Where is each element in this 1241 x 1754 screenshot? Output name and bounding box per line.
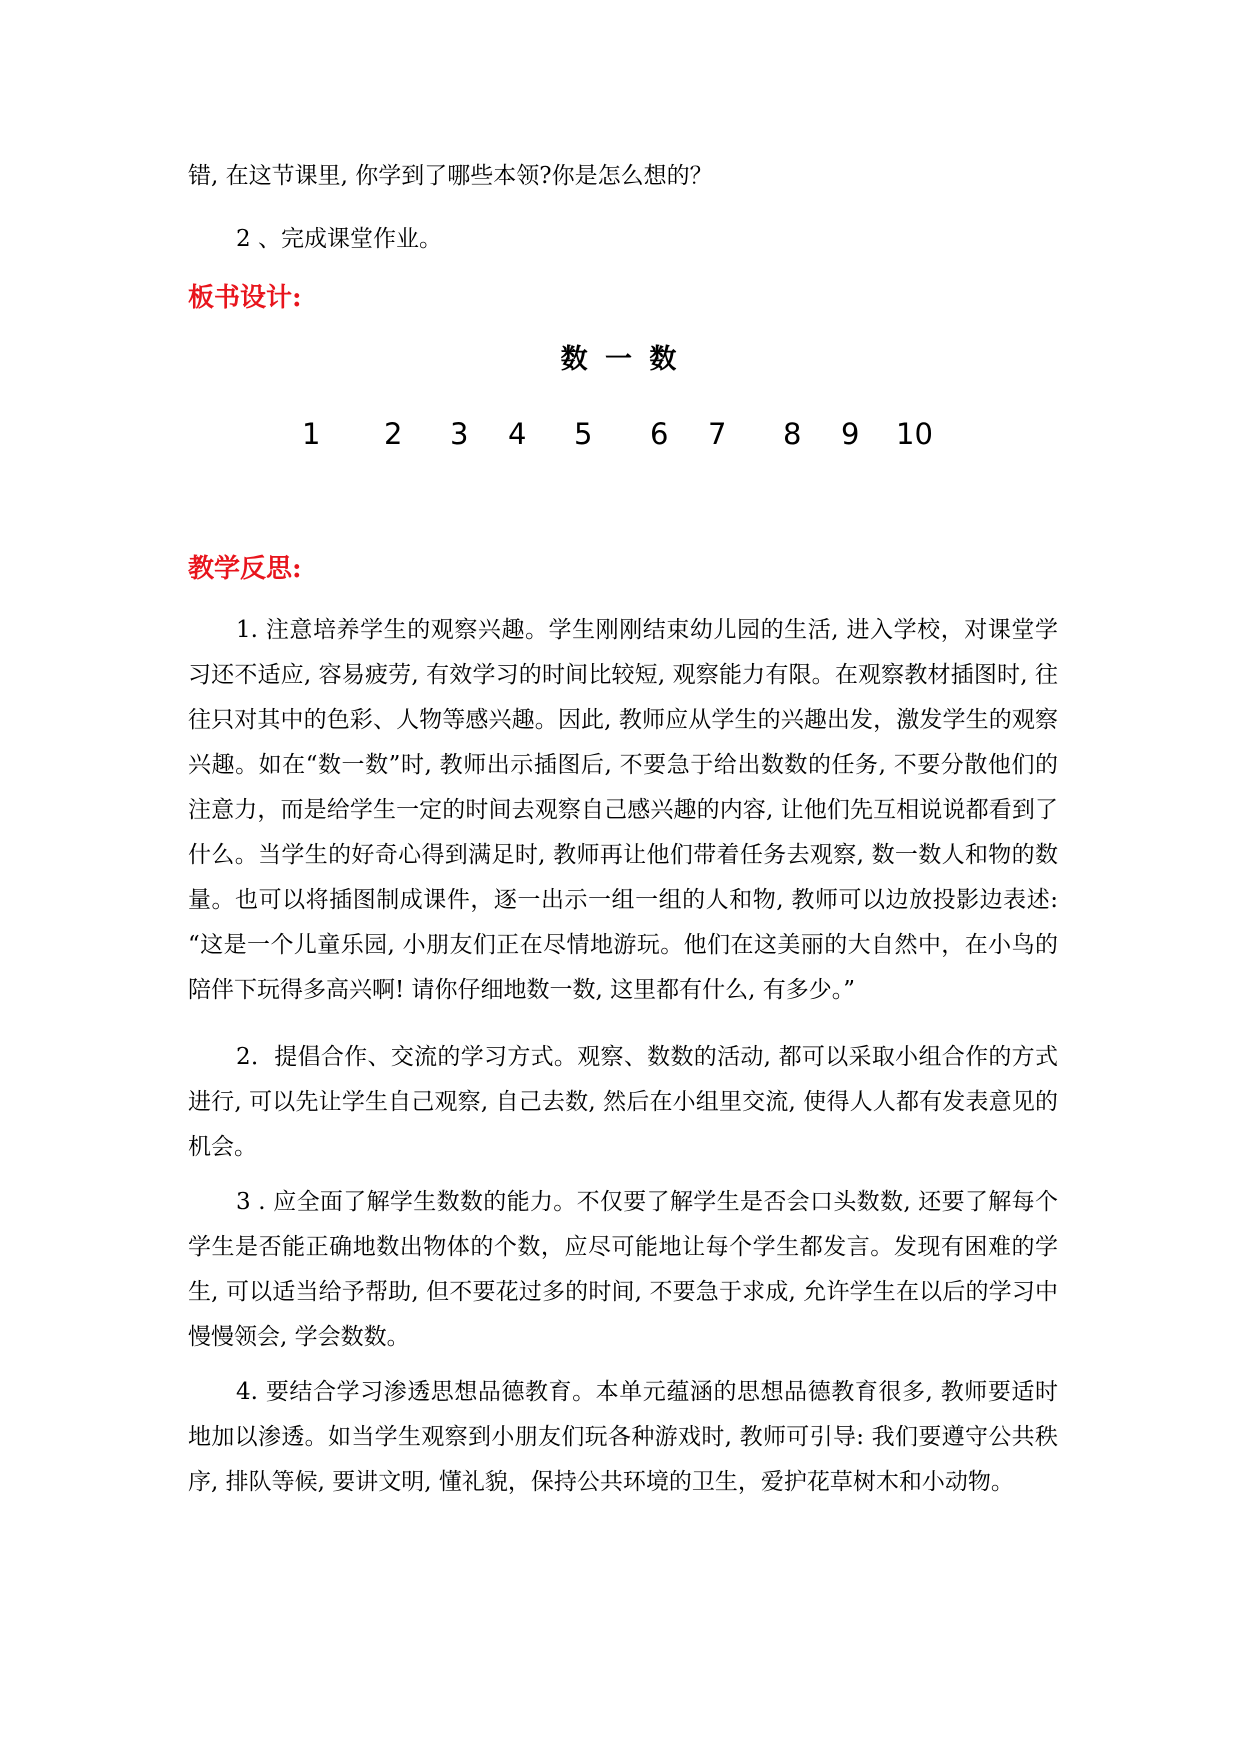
board-title: 数 一 数 xyxy=(560,344,681,375)
number-4: 4 xyxy=(508,417,527,451)
reflection-paragraph-4: 4. 要结合学习渗透思想品德教育。本单元蕴涵的思想品德教育很多, 教师要适时地加以渗透。如当学生观察到小朋友们玩各种游戏时, 教师可引导: 我们要遵守公共秩序, 排队等候, 要讲文明, 懂礼貌，保持公共环境的卫生，爱护花草树木和小动物。 xyxy=(188,1379,1058,1495)
reflection-paragraph-3: 3 . 应全面了解学生数数的能力。不仅要了解学生是否会口头数数, 还要了解每个学生是否能正确地数出物体的个数，应尽可能地让每个学生都发言。发现有困难的学生, 可以适当给予帮助, 但不要花过多的时间, 不要急于求成, 允许学生在以后的学习中慢慢领会, 学会数数。 xyxy=(188,1189,1058,1350)
number-1: 1 xyxy=(302,417,321,451)
intro-line-2: 2 、完成课堂作业。 xyxy=(236,226,442,252)
number-3: 3 xyxy=(450,417,469,451)
number-5: 5 xyxy=(574,417,593,451)
reflection-paragraph-2: 2．提倡合作、交流的学习方式。观察、数数的活动, 都可以采取小组合作的方式进行, 可以先让学生自己观察, 自己去数, 然后在小组里交流, 使得人人都有发表意见的机会。 xyxy=(188,1044,1058,1160)
number-7: 7 xyxy=(708,417,727,451)
number-8: 8 xyxy=(783,417,802,451)
number-sequence xyxy=(0,412,1241,456)
board-design-heading: 板书设计: xyxy=(188,283,302,313)
reflection-heading: 教学反思: xyxy=(188,554,302,584)
number-10: 10 xyxy=(896,417,933,451)
intro-line-1: 错, 在这节课里, 你学到了哪些本领?你是怎么想的？ xyxy=(188,163,713,189)
reflection-paragraph-1: 1. 注意培养学生的观察兴趣。学生刚刚结束幼儿园的生活, 进入学校，对课堂学习还不适应, 容易疲劳, 有效学习的时间比较短, 观察能力有限。在观察教材插图时, 往往只对其中的色彩、人物等感兴趣。因此, 教师应从学生的兴趣出发，激发学生的观察兴趣。如在“数一数”时, 教师出示插图后, 不要急于给出数数的任务, 不要分散他们的注意力，而是给学生一定的时间去观察自己感兴趣的内容, 让他们先互相说说都看到了什么。当学生的好奇心得到满足时, 教师再让他们带着任务去观察, 数一数人和物的数量。也可以将插图制成课件，逐一出示一组一组的人和物, 教师可以边放投影边表述: “这是一个儿童乐园, 小朋友们正在尽情地游玩。他们在这美丽的大自然中，在小鸟的陪伴下玩得多高兴啊! 请你仔细地数一数, 这里都有什么, 有多少。” xyxy=(188,617,1058,1003)
number-2: 2 xyxy=(384,417,403,451)
number-9: 9 xyxy=(841,417,860,451)
number-6: 6 xyxy=(650,417,669,451)
